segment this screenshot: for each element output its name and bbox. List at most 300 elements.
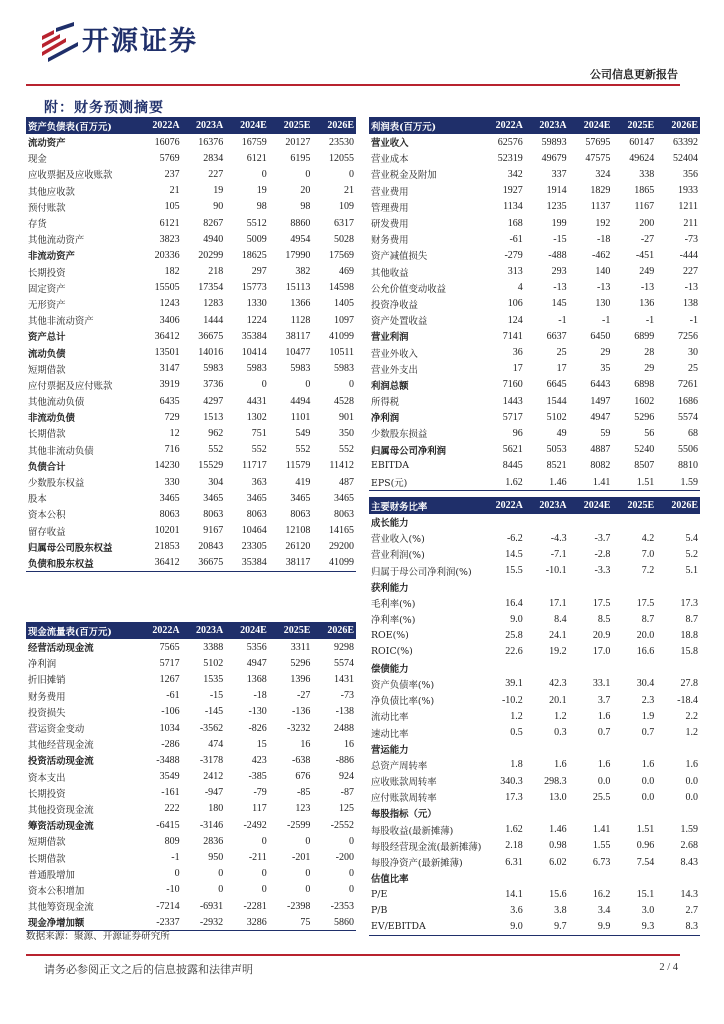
- cell-value: 15.8: [680, 646, 698, 658]
- cell-value: 17.1: [549, 597, 567, 609]
- cell-value: 0: [305, 168, 311, 180]
- cell-value: 21: [169, 185, 180, 197]
- cell-value: 35: [600, 363, 611, 375]
- cell-value: 17569: [329, 249, 354, 261]
- cell-value: 5356: [246, 641, 267, 653]
- cell-value: 751: [251, 427, 267, 439]
- cell-value: 5102: [203, 657, 224, 669]
- cell-value: 1368: [246, 673, 267, 685]
- cell-value: -85: [297, 787, 311, 799]
- cell-value: -444: [679, 249, 698, 261]
- cell-value: 14165: [329, 525, 354, 537]
- table-row: [26, 166, 356, 182]
- table-row: [26, 296, 356, 312]
- cell-value: -1: [171, 852, 180, 864]
- cell-value: 2.2: [685, 710, 698, 722]
- cell-value: 109: [339, 201, 354, 213]
- row-label: 应付账款周转率: [371, 793, 437, 805]
- cell-value: 15.5: [505, 565, 523, 577]
- table-row: [26, 555, 356, 572]
- table-row: [369, 563, 700, 579]
- cell-value: 0: [261, 868, 267, 880]
- cell-value: 1101: [290, 411, 311, 423]
- cell-value: [569, 514, 613, 530]
- row-label: 净利率(%): [371, 615, 416, 627]
- table-row: [369, 644, 700, 660]
- cell-value: 14598: [329, 282, 354, 294]
- cell-value: 11579: [285, 460, 311, 472]
- row-label: 长期投资: [28, 788, 66, 800]
- cell-value: 330: [164, 476, 180, 488]
- row-label: 普通股增加: [28, 869, 75, 881]
- table-row: [26, 769, 356, 785]
- cell-value: 8445: [502, 460, 523, 472]
- row-label: 留存收益: [28, 526, 66, 538]
- cell-value: 304: [208, 476, 224, 488]
- table-row: [369, 724, 700, 740]
- row-label: 营运能力: [371, 744, 409, 756]
- cell-value: [481, 870, 525, 886]
- cell-value: 8860: [290, 217, 311, 229]
- cell-value: 136: [639, 298, 655, 310]
- cell-value: 3736: [203, 379, 224, 391]
- table-row: [26, 720, 356, 736]
- row-label: 其他非流动负债: [28, 445, 94, 457]
- cell-value: -3146: [199, 819, 224, 831]
- cell-value: 552: [339, 444, 354, 456]
- cell-value: 901: [339, 411, 354, 423]
- row-label: 所得税: [371, 397, 400, 409]
- cell-value: 19: [256, 185, 267, 197]
- cell-value: 3.7: [597, 694, 611, 706]
- cell-value: 6.02: [549, 856, 567, 868]
- cell-value: 363: [251, 476, 267, 488]
- cell-value: [569, 741, 613, 757]
- table-row: [369, 514, 700, 530]
- cell-value: 0.0: [685, 775, 698, 787]
- table-row: [369, 741, 700, 757]
- row-label: 归属母公司净利润: [371, 445, 447, 457]
- table-row: [26, 393, 356, 409]
- table-row: [369, 757, 700, 773]
- row-label: 资本公积: [28, 510, 66, 522]
- table-row: [26, 425, 356, 441]
- row-label: 资本公积增加: [28, 885, 85, 897]
- cell-value: 552: [208, 444, 224, 456]
- year-header: 2025E: [612, 117, 656, 134]
- cell-value: 1396: [290, 673, 311, 685]
- table-row: [369, 280, 700, 296]
- table-title: 资产负债表(百万元): [26, 117, 138, 134]
- cell-value: 1.6: [554, 759, 567, 771]
- cell-value: 5983: [290, 363, 311, 375]
- logo-text: 开源证券: [82, 26, 198, 57]
- cell-value: 19: [213, 185, 224, 197]
- cell-value: 145: [551, 298, 567, 310]
- table-row: [26, 377, 356, 393]
- row-label: 投资活动现金流: [28, 756, 94, 768]
- cell-value: 2.68: [680, 840, 698, 852]
- cell-value: 192: [595, 217, 611, 229]
- row-label: 净利润: [28, 659, 57, 671]
- cell-value: 6.73: [592, 856, 611, 868]
- table-row: [26, 639, 356, 655]
- table-row: [369, 474, 700, 491]
- cell-value: -61: [166, 690, 180, 702]
- row-label: 其他流动资产: [28, 235, 85, 247]
- cell-value: 0: [349, 868, 354, 880]
- cell-value: 9298: [334, 641, 354, 653]
- row-label: EPS(元): [369, 474, 481, 491]
- cell-value: 17354: [198, 282, 224, 294]
- table-title: 现金流量表(百万元): [26, 622, 138, 639]
- cell-value: 20336: [154, 249, 180, 261]
- cell-value: 237: [164, 168, 180, 180]
- cell-value: 30.4: [636, 678, 655, 690]
- cell-value: 14016: [198, 347, 224, 359]
- cell-value: 4528: [334, 395, 354, 407]
- cell-value: 49679: [541, 152, 567, 164]
- cell-value: 3823: [159, 233, 180, 245]
- table-row: [369, 530, 700, 546]
- cell-value: 5506: [678, 444, 698, 456]
- table-row: [369, 886, 700, 902]
- cash-flow-table: [26, 622, 356, 931]
- cell-value: [612, 870, 656, 886]
- cell-value: 8267: [203, 217, 224, 229]
- cell-value: -3232: [287, 722, 311, 734]
- cell-value: 0: [261, 835, 267, 847]
- cell-value: 18.8: [680, 629, 698, 641]
- cell-value: 356: [683, 168, 698, 180]
- cell-value: -13: [553, 282, 567, 294]
- cell-value: 6899: [634, 330, 655, 342]
- cell-value: 57695: [585, 136, 611, 148]
- cell-value: 0: [349, 884, 354, 896]
- cell-value: 21: [344, 185, 354, 197]
- cell-value: 11717: [242, 460, 267, 472]
- cell-value: 338: [639, 168, 655, 180]
- cell-value: 10201: [154, 525, 180, 537]
- cell-value: 1444: [203, 314, 224, 326]
- row-label: 营业利润(%): [371, 550, 425, 562]
- cell-value: 4954: [290, 233, 311, 245]
- cell-value: 199: [551, 217, 567, 229]
- cell-value: 123: [295, 803, 311, 815]
- table-row: [369, 708, 700, 724]
- row-label: 预付账款: [28, 202, 66, 214]
- cell-value: 21853: [154, 541, 180, 553]
- cell-value: 1497: [590, 395, 611, 407]
- cell-value: [525, 579, 569, 595]
- cell-value: -3488: [156, 754, 180, 766]
- year-header: 2025E: [269, 117, 313, 134]
- cell-value: 8082: [590, 460, 611, 472]
- cell-value: 5717: [502, 411, 523, 423]
- cell-value: 0: [261, 379, 267, 391]
- cell-value: 17.5: [636, 597, 655, 609]
- cell-value: 3286: [225, 914, 269, 931]
- year-header: 2024E: [569, 497, 613, 514]
- cell-value: -138: [335, 706, 354, 718]
- cell-value: 0.5: [510, 727, 523, 739]
- page-number: 2 / 4: [659, 962, 678, 973]
- cell-value: 33.1: [592, 678, 611, 690]
- cell-value: 30: [688, 347, 698, 359]
- cell-value: 1535: [203, 673, 224, 685]
- cell-value: 8810: [678, 460, 698, 472]
- cell-value: 1.62: [481, 474, 525, 491]
- cell-value: 5009: [246, 233, 267, 245]
- table-row: [369, 442, 700, 458]
- header-divider: [26, 84, 680, 86]
- table-row: [369, 425, 700, 441]
- logo-icon: [40, 22, 80, 62]
- cell-value: 9.7: [525, 919, 569, 936]
- row-label: 应付票据及应付账款: [28, 380, 113, 392]
- cell-value: 6898: [634, 379, 655, 391]
- cell-value: 9.0: [510, 613, 523, 625]
- cell-value: 8.43: [680, 856, 698, 868]
- cell-value: 17.0: [592, 646, 611, 658]
- cell-value: 10464: [241, 525, 267, 537]
- cell-value: 1686: [678, 395, 698, 407]
- cell-value: 7160: [502, 379, 523, 391]
- cell-value: -10.2: [501, 694, 523, 706]
- financial-ratios-table: [369, 497, 700, 936]
- cell-value: 1.2: [510, 710, 523, 722]
- cell-value: 17.3: [680, 597, 698, 609]
- cell-value: 168: [507, 217, 523, 229]
- table-row: [369, 611, 700, 627]
- cell-value: 5717: [159, 657, 180, 669]
- row-label: 偿债能力: [371, 663, 409, 675]
- cell-value: 12055: [329, 152, 354, 164]
- cell-value: -6.2: [506, 532, 523, 544]
- cell-value: 3.8: [554, 905, 567, 917]
- cell-value: 9.3: [612, 919, 656, 936]
- cell-value: 15.6: [549, 888, 567, 900]
- row-label: 毛利率(%): [371, 599, 416, 611]
- cell-value: 1.46: [525, 474, 569, 491]
- cell-value: [569, 870, 613, 886]
- cell-value: 1.41: [592, 824, 611, 836]
- cell-value: -1: [645, 314, 655, 326]
- table-row: [26, 736, 356, 752]
- table-row: [26, 231, 356, 247]
- table-row: [26, 801, 356, 817]
- cell-value: 12108: [285, 525, 311, 537]
- row-label: 应收账款周转率: [371, 777, 437, 789]
- cell-value: 227: [683, 266, 698, 278]
- cell-value: 487: [339, 476, 354, 488]
- cell-value: 1.6: [641, 759, 655, 771]
- row-label: 财务费用: [28, 691, 66, 703]
- cell-value: 36675: [198, 330, 224, 342]
- cell-value: 17.3: [505, 791, 523, 803]
- table-row: [369, 676, 700, 692]
- table-row: [26, 671, 356, 687]
- cell-value: -79: [253, 787, 267, 799]
- cell-value: [525, 660, 569, 676]
- cell-value: 60147: [629, 136, 655, 148]
- cell-value: 10414: [241, 347, 267, 359]
- cell-value: 8063: [159, 508, 180, 520]
- cell-value: [656, 660, 700, 676]
- cell-value: 5574: [334, 657, 354, 669]
- year-header: 2023A: [525, 497, 569, 514]
- cell-value: 313: [507, 266, 523, 278]
- cell-value: 1097: [334, 314, 354, 326]
- cell-value: 25: [688, 363, 698, 375]
- table-row: [369, 458, 700, 474]
- cell-value: 218: [208, 266, 224, 278]
- table-row: [369, 328, 700, 344]
- cell-value: 0.96: [636, 840, 655, 852]
- cell-value: 350: [339, 427, 354, 439]
- cell-value: 25.8: [505, 629, 523, 641]
- cell-value: 5102: [546, 411, 567, 423]
- year-header: 2022A: [481, 497, 525, 514]
- cell-value: 15113: [285, 282, 311, 294]
- row-label: ROE(%): [371, 629, 409, 641]
- cell-value: 9.9: [569, 919, 613, 936]
- cell-value: 12: [169, 427, 180, 439]
- cell-value: -13: [597, 282, 611, 294]
- row-label: P/E: [371, 888, 388, 900]
- cell-value: [656, 741, 700, 757]
- table-row: [369, 822, 700, 838]
- cell-value: -130: [248, 706, 267, 718]
- row-label: 营业成本: [371, 154, 409, 166]
- table-row: [26, 361, 356, 377]
- table-row: [369, 838, 700, 854]
- cell-value: -2353: [330, 900, 354, 912]
- table-row: [369, 903, 700, 919]
- cell-value: 5512: [246, 217, 267, 229]
- cell-value: 36412: [138, 555, 182, 572]
- cell-value: [481, 514, 525, 530]
- cell-value: 47575: [585, 152, 611, 164]
- cell-value: 1211: [678, 201, 698, 213]
- row-label: 营运资金变动: [28, 724, 85, 736]
- row-label: 总资产周转率: [371, 760, 428, 772]
- cell-value: 22.6: [505, 646, 523, 658]
- cell-value: 1302: [246, 411, 267, 423]
- cell-value: 20299: [198, 249, 224, 261]
- cell-value: 7141: [502, 330, 523, 342]
- cell-value: -18: [253, 690, 267, 702]
- cell-value: 8.4: [554, 613, 567, 625]
- cell-value: 3465: [290, 492, 311, 504]
- row-label: 负债合计: [28, 461, 66, 473]
- row-label: 无形资产: [28, 299, 66, 311]
- row-label: 财务费用: [371, 235, 409, 247]
- cell-value: 8063: [246, 508, 267, 520]
- table-row: [26, 882, 356, 898]
- cell-value: 5240: [634, 444, 655, 456]
- cell-value: 1544: [546, 395, 567, 407]
- cell-value: 552: [251, 444, 267, 456]
- cell-value: -462: [592, 249, 611, 261]
- cell-value: 3465: [203, 492, 224, 504]
- cell-value: -18: [597, 233, 611, 245]
- cell-value: 1137: [590, 201, 611, 213]
- cell-value: 809: [164, 835, 180, 847]
- cell-value: -10: [166, 884, 180, 896]
- cell-value: 5028: [334, 233, 354, 245]
- row-label: 利润总额: [371, 380, 409, 392]
- cell-value: 716: [164, 444, 180, 456]
- table-row: [369, 579, 700, 595]
- cell-value: -15: [553, 233, 567, 245]
- cell-value: 5296: [290, 657, 311, 669]
- cell-value: 1602: [634, 395, 655, 407]
- cell-value: 6121: [246, 152, 267, 164]
- cell-value: 98: [300, 201, 311, 213]
- cell-value: 0: [218, 884, 224, 896]
- table-row: [26, 898, 356, 914]
- table-row: [26, 506, 356, 522]
- row-label: 现金净增加额: [26, 914, 138, 931]
- cell-value: 4887: [590, 444, 611, 456]
- table-header-row: [26, 622, 356, 639]
- cell-value: 3388: [203, 641, 224, 653]
- table-row: [369, 595, 700, 611]
- year-header: 2023A: [182, 117, 226, 134]
- cell-value: -2599: [287, 819, 311, 831]
- row-label: 投资净收益: [371, 299, 418, 311]
- cell-value: 5769: [159, 152, 180, 164]
- cell-value: -451: [635, 249, 655, 261]
- cell-value: 0: [349, 168, 354, 180]
- table-row: [26, 752, 356, 768]
- cell-value: 549: [295, 427, 311, 439]
- cell-value: 182: [164, 266, 180, 278]
- year-header: 2026E: [656, 497, 700, 514]
- table-row: [26, 785, 356, 801]
- row-label: 估值比率: [371, 874, 409, 886]
- cell-value: 25: [556, 347, 567, 359]
- row-label: 营业费用: [371, 186, 409, 198]
- row-label: 非流动资产: [28, 251, 75, 263]
- footer-divider: [26, 954, 680, 956]
- cell-value: 1.51: [612, 474, 656, 491]
- row-label: 资本支出: [28, 772, 66, 784]
- cell-value: 0.7: [641, 727, 655, 739]
- cell-value: 0.0: [641, 775, 655, 787]
- cell-value: 8.5: [597, 613, 611, 625]
- cell-value: 63392: [673, 136, 698, 148]
- cell-value: 38117: [285, 330, 311, 342]
- cell-value: -826: [248, 722, 267, 734]
- cell-value: 8063: [334, 508, 354, 520]
- table-row: [369, 409, 700, 425]
- cell-value: 13501: [154, 347, 180, 359]
- table-row: [26, 688, 356, 704]
- table-title: 利润表(百万元): [369, 117, 481, 134]
- row-label: 公允价值变动收益: [371, 283, 447, 295]
- cell-value: 7256: [678, 330, 698, 342]
- cell-value: [569, 805, 613, 821]
- cell-value: 2.7: [685, 905, 698, 917]
- cell-value: 16076: [154, 136, 180, 148]
- cell-value: 3311: [290, 641, 311, 653]
- cell-value: -3.3: [594, 565, 611, 577]
- cell-value: 15529: [198, 460, 224, 472]
- cell-value: -73: [684, 233, 698, 245]
- cell-value: 3406: [159, 314, 180, 326]
